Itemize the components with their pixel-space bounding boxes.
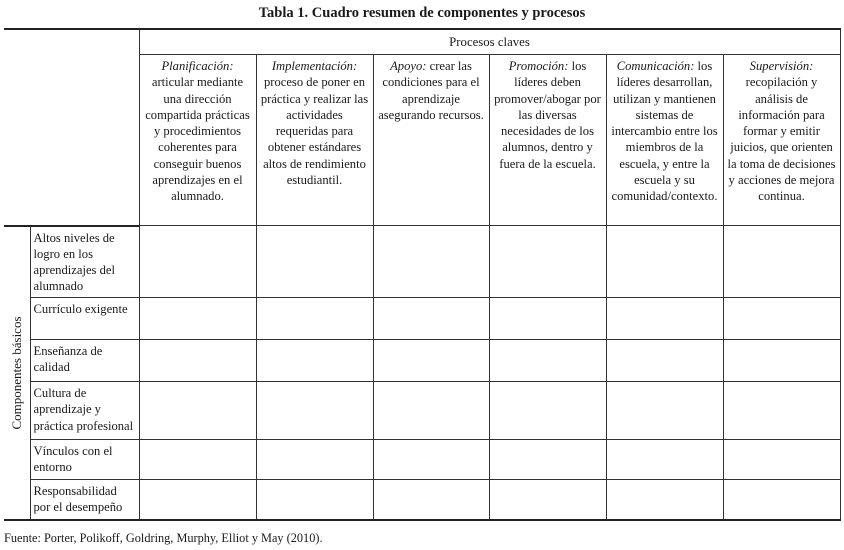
table-row — [4, 440, 840, 480]
process-desc: proceso de poner en práctica y realizar las actividades requeridas para obtener estándares altos de rendimiento estudiantil. — [260, 75, 369, 188]
process-desc: los líderes desarrollan, utilizan y mantienen sistemas de intercambio entre los miembros de la escuela, y entre la escuela y su comunidad/contexto. — [611, 59, 718, 204]
process-desc: los líderes deben promover/abogar por las diversas necesidades de los alumnos, dentro y fuera de la escuela. — [494, 59, 601, 171]
side-label-cell — [4, 226, 30, 520]
empty-cell — [606, 382, 723, 440]
empty-corner-cell — [4, 29, 139, 226]
empty-cell — [256, 340, 373, 382]
empty-cell — [373, 440, 489, 480]
empty-cell — [256, 226, 373, 298]
empty-cell — [139, 382, 256, 440]
summary-table — [4, 28, 841, 521]
empty-cell — [373, 340, 489, 382]
empty-cell — [489, 298, 606, 340]
empty-cell — [373, 298, 489, 340]
empty-cell — [256, 440, 373, 480]
processes-header: Procesos claves — [139, 29, 840, 55]
empty-cell — [489, 226, 606, 298]
table-row — [4, 298, 840, 340]
source-note: Fuente: Porter, Polikoff, Goldring, Murphy, Elliot y May (2010). — [4, 531, 323, 545]
table-row — [4, 226, 840, 298]
component-label: Currículo exigente — [30, 298, 139, 340]
process-name: Promoción: — [508, 59, 569, 73]
empty-cell — [256, 480, 373, 520]
empty-cell — [606, 340, 723, 382]
process-name: Supervisión: — [749, 59, 814, 73]
table-row — [4, 340, 840, 382]
empty-cell — [489, 480, 606, 520]
component-label: Vínculos con el entorno — [30, 440, 139, 480]
empty-cell — [723, 226, 840, 298]
process-cell — [606, 55, 723, 226]
side-label: Componentes básicos — [8, 315, 24, 430]
empty-cell — [606, 480, 723, 520]
process-name: Implementación: — [271, 59, 358, 73]
process-cell — [489, 55, 606, 226]
empty-cell — [373, 382, 489, 440]
process-cell — [139, 55, 256, 226]
process-name: Apoyo: — [390, 59, 427, 73]
empty-cell — [139, 298, 256, 340]
empty-cell — [723, 298, 840, 340]
empty-cell — [256, 298, 373, 340]
empty-cell — [723, 440, 840, 480]
process-name: Comunicación: — [616, 59, 695, 73]
empty-cell — [606, 440, 723, 480]
empty-cell — [139, 340, 256, 382]
empty-cell — [139, 226, 256, 298]
empty-cell — [489, 340, 606, 382]
component-label: Enseñanza de calidad — [30, 340, 139, 382]
table-row — [4, 382, 840, 440]
component-label: Altos niveles de logro en los aprendizajes del alumnado — [30, 226, 139, 298]
empty-cell — [373, 226, 489, 298]
component-label: Responsabilidad por el desempeño — [30, 480, 139, 520]
empty-cell — [373, 480, 489, 520]
process-cell — [256, 55, 373, 226]
process-cell — [373, 55, 489, 226]
process-desc: articular mediante una dirección compartida prácticas y procedimientos coherentes para conseguir buenos aprendizajes en el alumnado. — [145, 75, 250, 204]
table-row — [4, 480, 840, 520]
process-cell — [723, 55, 840, 226]
process-desc: crear las condiciones para el aprendizaje asegurando recursos. — [378, 59, 484, 122]
empty-cell — [139, 440, 256, 480]
empty-cell — [723, 382, 840, 440]
empty-cell — [606, 298, 723, 340]
process-name: Planificación: — [161, 59, 234, 73]
empty-cell — [723, 480, 840, 520]
empty-cell — [723, 340, 840, 382]
empty-cell — [606, 226, 723, 298]
empty-cell — [256, 382, 373, 440]
table-title: Tabla 1. Cuadro resumen de componentes y procesos — [258, 5, 586, 21]
empty-cell — [489, 382, 606, 440]
process-desc: recopilación y análisis de información para formar y emitir juicios, que orienten la toma de decisiones y acciones de mejora continua. — [727, 75, 836, 204]
empty-cell — [139, 480, 256, 520]
empty-cell — [489, 440, 606, 480]
component-label: Cultura de aprendizaje y práctica profesional — [30, 382, 139, 440]
